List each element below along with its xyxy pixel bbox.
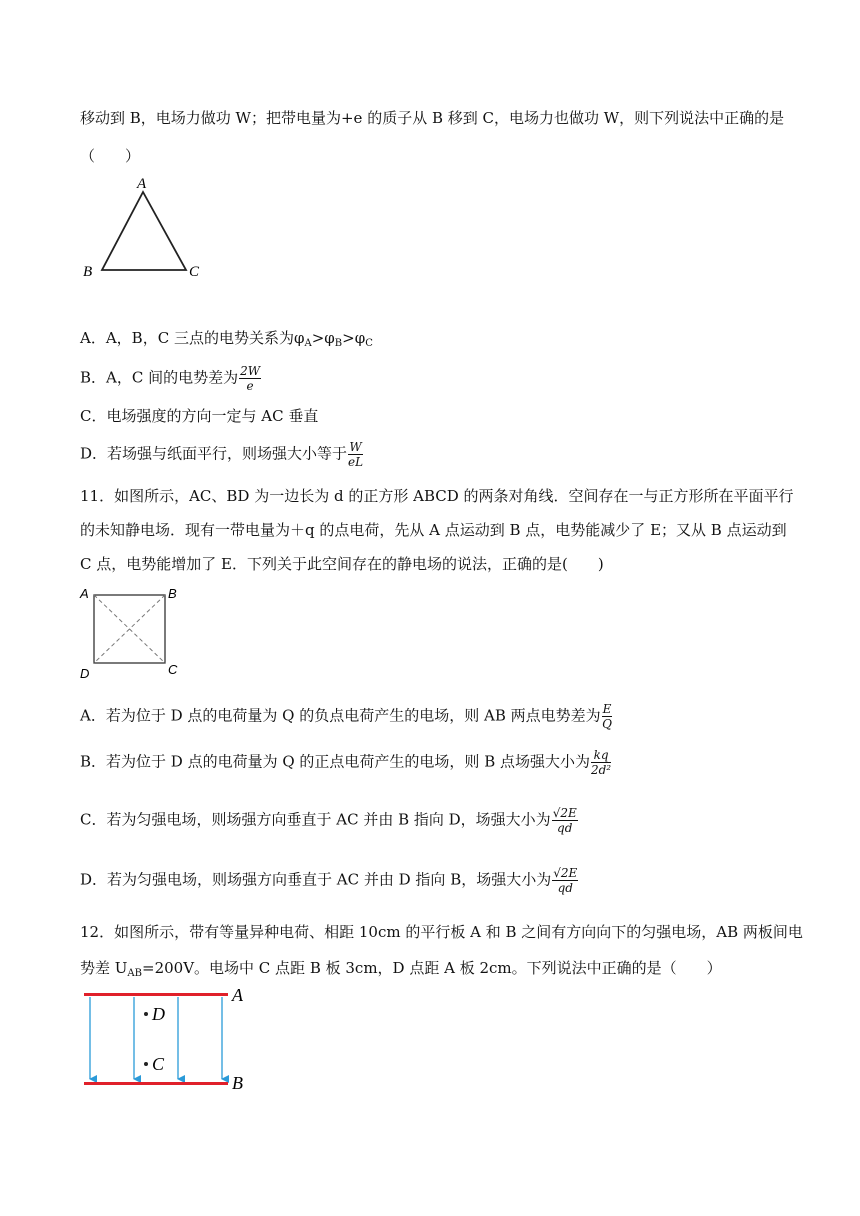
q10-option-a: A．A，B，C 三点的电势关系为$\varphi_A>\varphi_B>\varphi_C$: [80, 329, 373, 349]
fraction-root2e-qd: $\frac{√2E}{qd}$: [553, 866, 578, 895]
triangle-figure: [80, 172, 210, 284]
plate-a: [84, 993, 228, 996]
q11-stem-line2: 的未知静电场．现有一带电量为＋q 的点电荷，先从 A 点运动到 B 点，电势能减少了 E；又从 B 点运动到: [80, 521, 787, 539]
square-label-a: A: [80, 586, 89, 601]
triangle-shape: [102, 192, 186, 270]
q11-option-c: C．若为匀强电场，则场强方向垂直于 AC 并由 B 指向 D，场强大小为 $\frac{√2E}{qd}$: [80, 806, 577, 835]
q11-option-a: A．若为位于 D 点的电荷量为 Q 的负点电荷产生的电场，则 AB 两点电势差为 $\frac{E}{Q}$: [80, 702, 612, 731]
fraction-root2e-qd: $\frac{√2E}{qd}$: [552, 806, 577, 835]
q10-stem-line2: （ ）: [80, 147, 141, 165]
point-c-label: C: [152, 1054, 165, 1074]
q10-option-b: B．A，C 间的电势差为 $\frac{2W}{e}$: [80, 364, 261, 393]
q12-stem-line2: 势差 $U_{AB}=200V$。电场中 C 点距 B 板 3cm，D 点距 A 板 2cm。下列说法中正确的是（ ）: [80, 959, 722, 979]
q10-option-d: D．若场强与纸面平行，则场强大小等于 $\frac{W}{eL}$: [80, 440, 364, 469]
square-label-c: C: [168, 662, 178, 677]
point-d-dot: [144, 1012, 148, 1016]
q11-option-b: B．若为位于 D 点的电荷量为 Q 的正点电荷产生的电场，则 B 点场强大小为 $\frac{kq}{\text{2d²}}$: [80, 748, 612, 777]
fraction-w-el: $\frac{W}{eL}$: [348, 440, 364, 469]
triangle-label-b: B: [83, 264, 93, 280]
square-label-d: D: [80, 666, 90, 681]
q10-stem-line1: 移动到 B，电场力做功 W；把带电量为+e 的质子从 B 移到 C，电场力也做功 W，则下列说法中正确的是: [80, 109, 785, 127]
point-c-dot: [144, 1062, 148, 1066]
plate-b-label: B: [232, 1073, 243, 1093]
plate-a-label: A: [232, 985, 243, 1005]
plate-b: [84, 1082, 228, 1085]
fraction-e-q: $\frac{E}{Q}$: [602, 702, 612, 731]
q11-option-d: D．若为匀强电场，则场强方向垂直于 AC 并由 D 指向 B，场强大小为 $\frac{√2E}{qd}$: [80, 866, 578, 895]
square-label-b: B: [168, 586, 177, 601]
square-figure: [78, 582, 188, 682]
triangle-label-a: A: [137, 176, 147, 192]
fraction-kq-2d2: $\frac{kq}{\text{2d²}}$: [590, 748, 612, 777]
point-d-label: D: [152, 1004, 165, 1024]
fraction-2w-e: $\frac{2W}{e}$: [240, 364, 261, 393]
q11-stem-line1: 11．如图所示，AC、BD 为一边长为 d 的正方形 ABCD 的两条对角线．空间存在一与正方形所在平面平行: [80, 487, 794, 505]
q12-stem-line1: 12．如图所示，带有等量异种电荷、相距 10cm 的平行板 A 和 B 之间有方向向下的匀强电场，AB 两板间电: [80, 923, 803, 941]
parallel-plate-figure: [80, 985, 260, 1095]
q10-option-c: C．电场强度的方向一定与 AC 垂直: [80, 407, 319, 425]
q11-stem-line3: C 点，电势能增加了 E．下列关于此空间存在的静电场的说法，正确的是( ): [80, 555, 604, 573]
triangle-label-c: C: [189, 264, 200, 280]
